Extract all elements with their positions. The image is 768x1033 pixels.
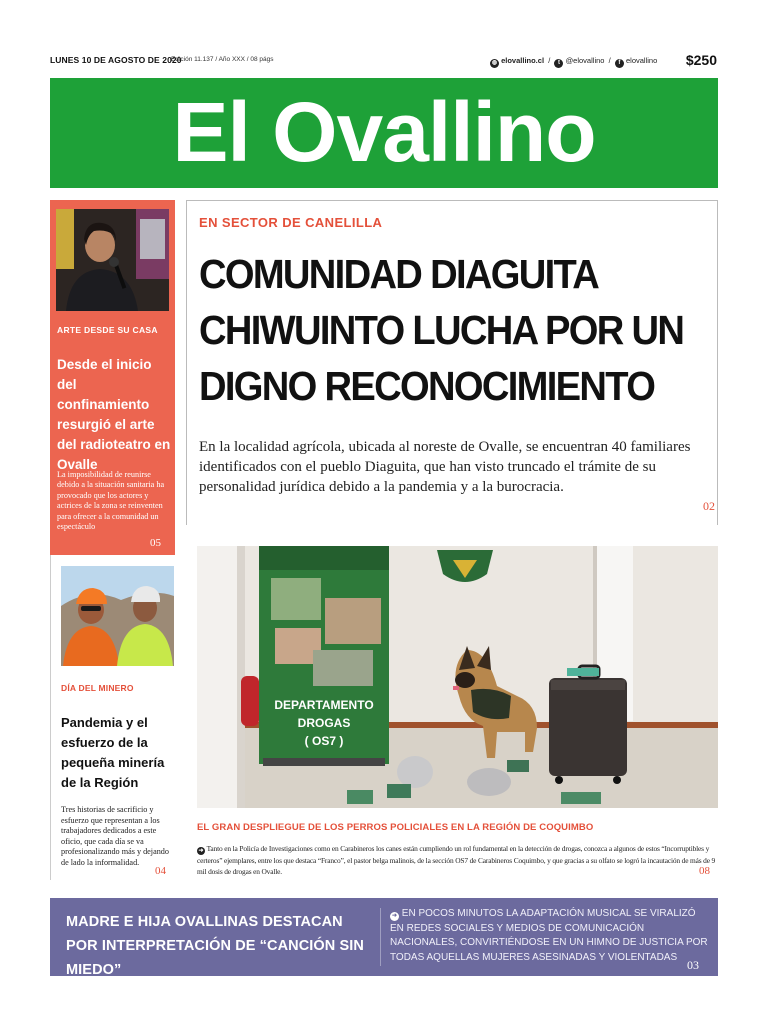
page-number: 05 <box>150 537 161 549</box>
masthead <box>50 78 718 188</box>
price: $250 <box>685 52 717 68</box>
page-number: 04 <box>155 865 166 877</box>
side-story-body: La imposibilidad de reunirse debido a la situación sanitaria ha provocado que los actores y actrices de la zona se reinventen para ofrecer a la comunidad un espectáculo <box>57 470 165 532</box>
photo-caption <box>197 843 717 877</box>
headline-line: CHIWUINTO LUCHA POR UN <box>199 307 684 353</box>
page-number: 03 <box>687 958 699 972</box>
newspaper-logo[interactable]: El Ovallino <box>172 85 596 179</box>
separator: / <box>548 56 551 65</box>
main-story-deck: En la localidad agrícola, ubicada al noreste de Ovalle, se encuentran 40 familiares identificados con el pueblo Diaguita, que han visto truncado el trámite de su personalidad jurídica debido a la pandemia y a la burocracia. <box>199 439 691 495</box>
miners-illustration <box>61 566 174 666</box>
banner-text <box>390 907 708 965</box>
banner-body: EN POCOS MINUTOS LA ADAPTACIÓN MUSICAL SE VIRALIZÓ EN REDES SOCIALES Y MEDIOS DE COMUNICACIÓN NACIONALES, CONVIRTIÉNDOSE EN UN HIMNO DE JUSTICIA POR TODAS AQUELLAS MUJERES ASESINADAS Y VIOLENTADAS <box>390 908 708 963</box>
main-story-kicker: EN SECTOR DE CANELILLA <box>199 215 383 230</box>
globe-icon: ◍ <box>491 60 498 66</box>
banner-text: DEPARTAMENTO <box>274 698 374 712</box>
radioteatro-photo <box>56 209 169 311</box>
edition-info: Edición 11.137 / Año XXX / 08 págs <box>171 56 274 63</box>
separator: / <box>608 56 611 65</box>
facebook-link[interactable]: elovallino <box>625 56 658 65</box>
radioteatro-illustration <box>56 209 169 311</box>
banner-text: ( OS7 ) <box>304 734 344 748</box>
issue-date: LUNES 10 DE AGOSTO DE 2020 <box>50 55 182 65</box>
main-headline[interactable] <box>199 246 684 414</box>
photo-caption-kicker: EL GRAN DESPLIEGUE DE LOS PERROS POLICIALES EN LA REGIÓN DE COQUIMBO <box>197 822 594 833</box>
headline-line: DIGNO RECONOCIMIENTO <box>199 363 655 409</box>
main-story[interactable] <box>186 200 718 525</box>
twitter-icon: t <box>554 59 563 68</box>
side-story-title[interactable]: Desde el inicio del confinamiento resurgió el arte del radioteatro en Ovalle <box>57 357 171 472</box>
bottom-banner-story[interactable] <box>50 898 718 976</box>
twitter-link[interactable]: @elovallino <box>565 56 605 65</box>
photo-caption-text: Tanto en la Policía de Investigaciones como en Carabineros los canes están cumpliendo un rol fundamental en la detección de drogas, conozca a algunos de estos “Incorruptibles y certeros” ejemplares, entre los que destaca “Franco”, el pastor belga malinois, de la sección OS7 de Carabineros Coquimbo, y que gracias a su olfato se logró la incautación de más de 9 mil dosis de drogas en Ovalle. <box>197 844 716 876</box>
facebook-icon: f <box>615 59 624 68</box>
page-number: 08 <box>699 865 710 877</box>
police-dog-illustration <box>197 546 718 808</box>
social-links <box>490 56 657 68</box>
website-link[interactable]: elovallino.cl <box>501 56 545 65</box>
banner-divider <box>380 908 381 966</box>
miners-photo <box>61 566 174 666</box>
side-story-title[interactable]: Pandemia y el esfuerzo de la pequeña minería de la Región <box>61 715 165 790</box>
side-story-kicker: ARTE DESDE SU CASA <box>57 325 158 335</box>
headline-line: COMUNIDAD DIAGUITA <box>199 251 599 297</box>
side-story-mineria[interactable] <box>50 555 175 880</box>
side-story-kicker: DÍA DEL MINERO <box>61 683 134 693</box>
arrow-right-icon: ➜ <box>198 848 204 854</box>
police-dog-photo <box>197 546 718 808</box>
page-number: 02 <box>703 499 715 513</box>
side-story-radioteatro[interactable] <box>50 200 175 555</box>
banner-title[interactable]: MADRE E HIJA OVALLINAS DESTACAN POR INTERPRETACIÓN DE “CANCIÓN SIN MIEDO” <box>66 914 364 978</box>
top-bar <box>50 52 718 70</box>
banner-text: DROGAS <box>297 716 351 730</box>
arrow-right-icon: ➜ <box>391 913 398 919</box>
side-story-body: Tres historias de sacrificio y esfuerzo que representan a los trabajadores dedicados a este oficio, que cada día se va profesionalizando más y dejando de lado la informalidad. <box>61 805 169 867</box>
